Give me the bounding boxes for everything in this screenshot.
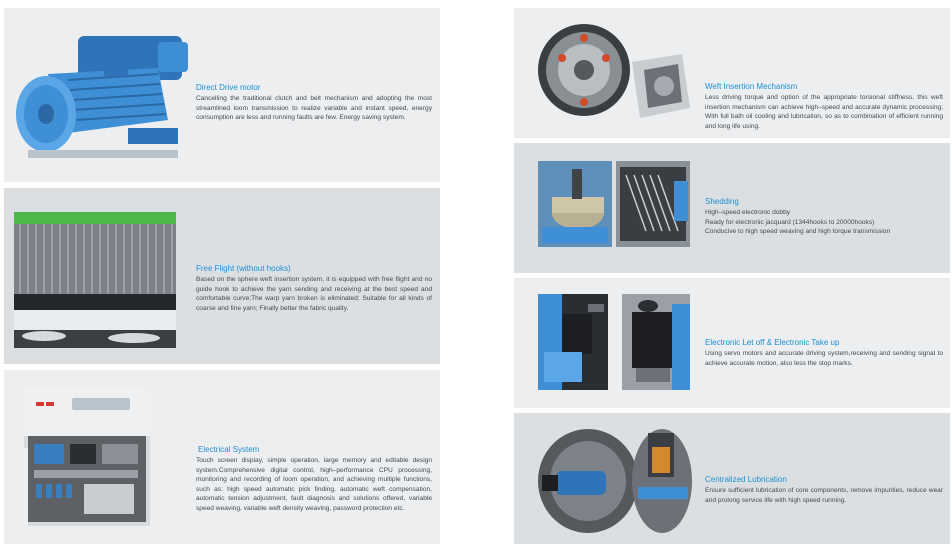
feature-title-direct-drive-motor: Direct Drive motor xyxy=(196,83,261,92)
feature-panel-weft-insertion xyxy=(514,8,950,138)
feature-title-shedding: Shedding xyxy=(705,197,739,206)
feature-title-electrical-system: Electrical System xyxy=(198,445,260,454)
feature-title-free-flight: Free Flight (without hooks) xyxy=(196,264,291,273)
let-off-photo xyxy=(538,294,608,390)
take-up-photo xyxy=(622,294,690,390)
feature-desc-shedding xyxy=(705,208,945,237)
shedding-line-jacquard: Ready for electronic jacquard (1344hooks to 20000hooks) xyxy=(705,218,875,226)
feature-title-weft-insertion: Weft Insertion Mechanism xyxy=(705,82,798,91)
feature-desc-weft-insertion: Less driving torque and option of the appropriate torsional stiffness, this weft insertion mechanism can achieve high–speed and accurate dynamic processing; With full bath oil cooling and lubrication, so as to combination of efficient running and long life using. xyxy=(705,94,943,130)
feature-panel-centralized-lubrication xyxy=(514,413,950,544)
weft-insertion-photo xyxy=(532,18,694,128)
feature-desc-direct-drive-motor: Cancelling the traditional clutch and belt mechanism and adopting the most streamlined loom transmission to realize variable and instant speed, energy consumption are less and running faults are few. Energy saving system. xyxy=(196,95,432,122)
feature-panel-free-flight xyxy=(4,188,440,364)
feature-panel-shedding xyxy=(514,143,950,273)
free-flight-photo xyxy=(14,212,176,348)
feature-title-let-off-take-up: Electronic Let off & Electronic Take up xyxy=(705,338,840,347)
shedding-photo-jacquard xyxy=(616,161,690,247)
feature-desc-let-off-take-up: Using servo motors and accurate driving system,receiving and sending signal to achieve accurate motion, also less the stop marks. xyxy=(705,350,943,367)
feature-panel-let-off-take-up xyxy=(514,278,950,408)
feature-title-centralized-lubrication: Centralized Lubrication xyxy=(705,475,787,484)
feature-panel-electrical-system xyxy=(4,370,440,544)
feature-panel-direct-drive-motor xyxy=(4,8,440,182)
direct-drive-motor-photo xyxy=(8,34,190,168)
feature-desc-free-flight: Based on the sphere weft insertion system, it is equipped with free flight and no guide hook to achieve the yarn sending and receiving at the best speed and comfortable curve;The warp yarn broken is eliminated; Suitable for all kinds of coarse and fine yarn; Finally better the fabric quality. xyxy=(196,276,432,312)
shedding-photo-dobby xyxy=(538,161,612,247)
shedding-line-dobby: High–speed electronic dobby xyxy=(705,209,791,216)
feature-desc-electrical-system: Touch screen display, simple operation, large memory and editable design system.Comprehensive digital control, high–performance CPU processing, monitoring and recording of loom operation, and achieving multiple functions, such as: high speed automatic pick finding, automatic weft compensation, automatic tension adjustment, fault diagnosis and solutions offered, variable speed weaving, variable weft density weaving, password protection etc. xyxy=(196,457,432,512)
shedding-line-torque: Conducive to high speed weaving and high torque transmission xyxy=(705,228,891,236)
electrical-system-photo xyxy=(24,388,150,526)
feature-desc-centralized-lubrication: Ensure sufficient lubrication of core components, remove impurities, reduce wear and prolong service life with high speed running. xyxy=(705,487,943,504)
centralized-lubrication-photo xyxy=(536,425,694,535)
